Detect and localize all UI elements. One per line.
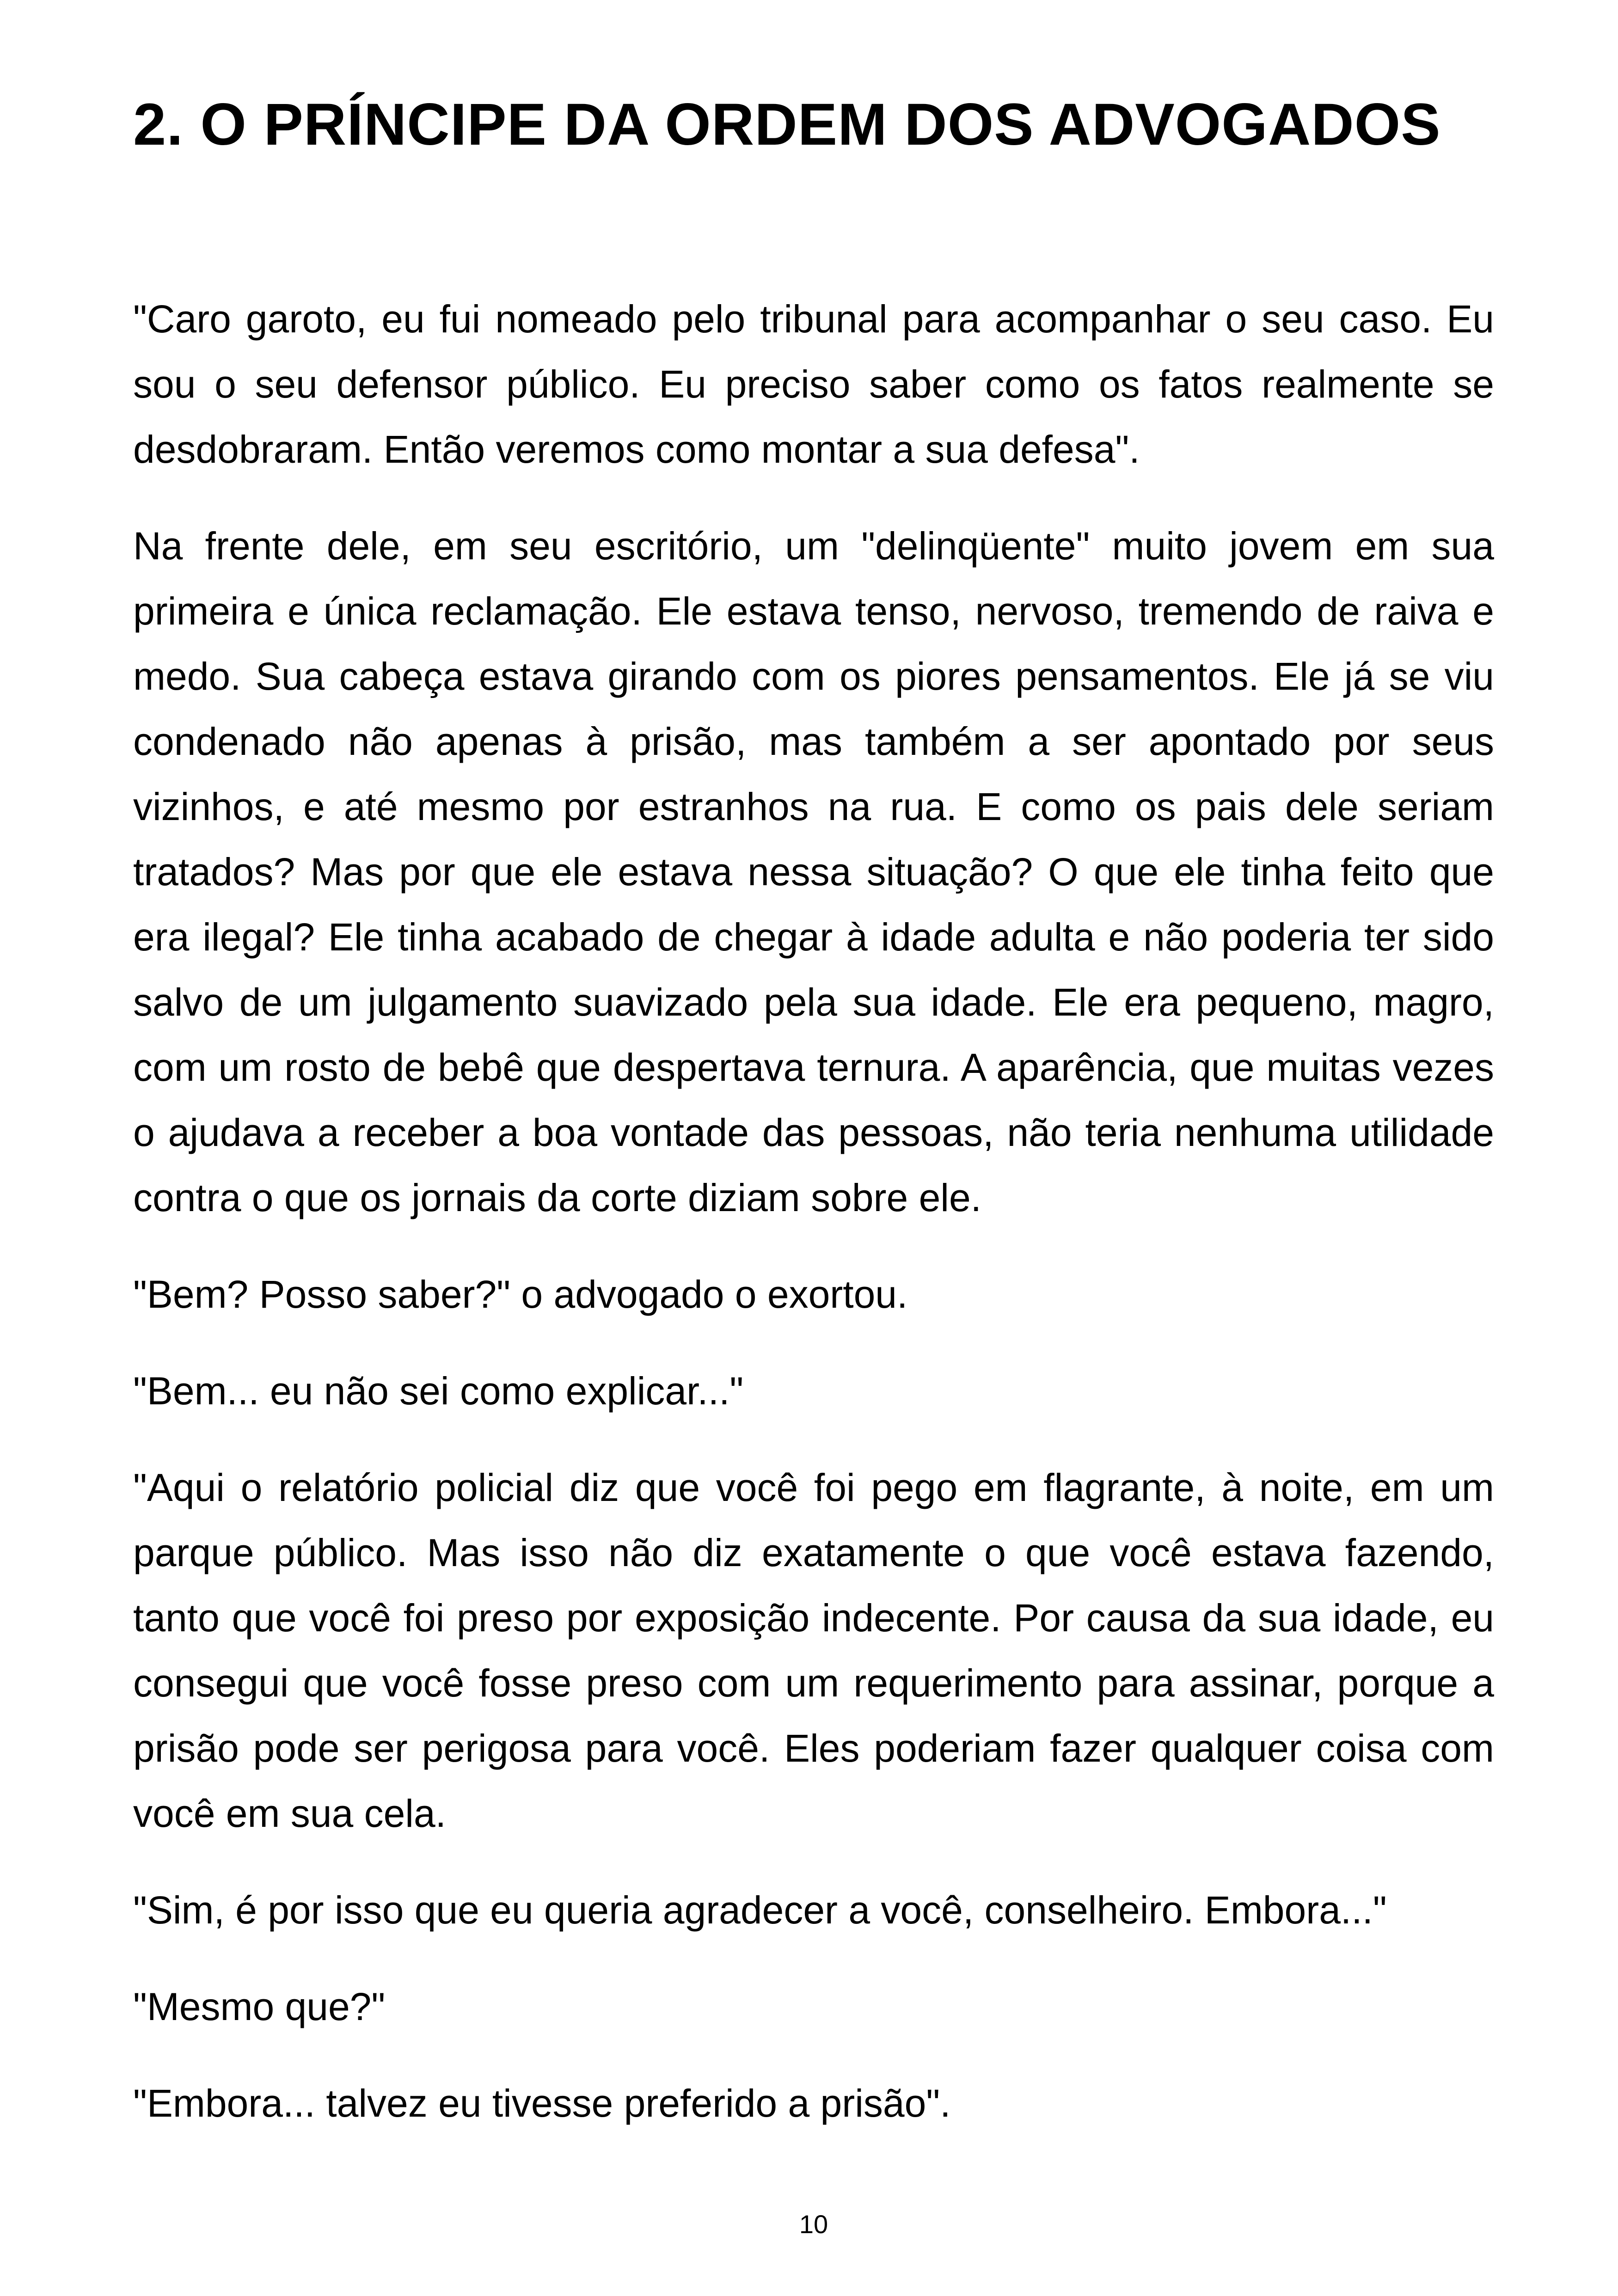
paragraph: "Caro garoto, eu fui nomeado pelo tribunal para acompanhar o seu caso. Eu sou o seu defensor público. Eu preciso saber como os fatos realmente se desdobraram. Então veremos como montar a sua defesa". [133, 297, 1494, 471]
paragraph: Na frente dele, em seu escritório, um "delinqüente" muito jovem em sua primeira e única reclamação. Ele estava tenso, nervoso, tremendo de raiva e medo. Sua cabeça estava girando com os piores pensamentos. Ele já se viu condenado não apenas à prisão, mas também a ser apontado por seus vizinhos, e até mesmo por estranhos na rua. E como os pais dele seriam tratados? Mas por que ele estava nessa situação? O que ele tinha feito que era ilegal? Ele tinha acabado de chegar à idade adulta e não poderia ter sido salvo de um julgamento suavizado pela sua idade. Ele era pequeno, magro, com um rosto de bebê que despertava ternura. A aparência, que muitas vezes o ajudava a receber a boa vontade das pessoas, não teria nenhuma utilidade contra o que os jornais da corte diziam sobre ele. [133, 524, 1494, 1219]
paragraph: "Sim, é por isso que eu queria agradecer a você, conselheiro. Embora..." [133, 1888, 1387, 1932]
paragraph: "Bem? Posso saber?" o advogado o exortou. [133, 1273, 908, 1316]
chapter-body [133, 287, 1494, 2167]
chapter-title: 2. O PRÍNCIPE DA ORDEM DOS ADVOGADOS [133, 92, 1441, 158]
paragraph: "Mesmo que?" [133, 1985, 386, 2028]
document-page [133, 0, 1494, 2296]
page-number: 10 [799, 2210, 828, 2239]
paragraph: "Aqui o relatório policial diz que você foi pego em flagrante, à noite, em um parque público. Mas isso não diz exatamente o que você estava fazendo, tanto que você foi preso por exposição indecente. Por causa da sua idade, eu consegui que você fosse preso com um requerimento para assinar, porque a prisão pode ser perigosa para você. Eles poderiam fazer qualquer coisa com você em sua cela. [133, 1466, 1494, 1835]
paragraph: "Bem... eu não sei como explicar..." [133, 1369, 744, 1413]
paragraph: "Embora... talvez eu tivesse preferido a prisão". [133, 2082, 951, 2125]
